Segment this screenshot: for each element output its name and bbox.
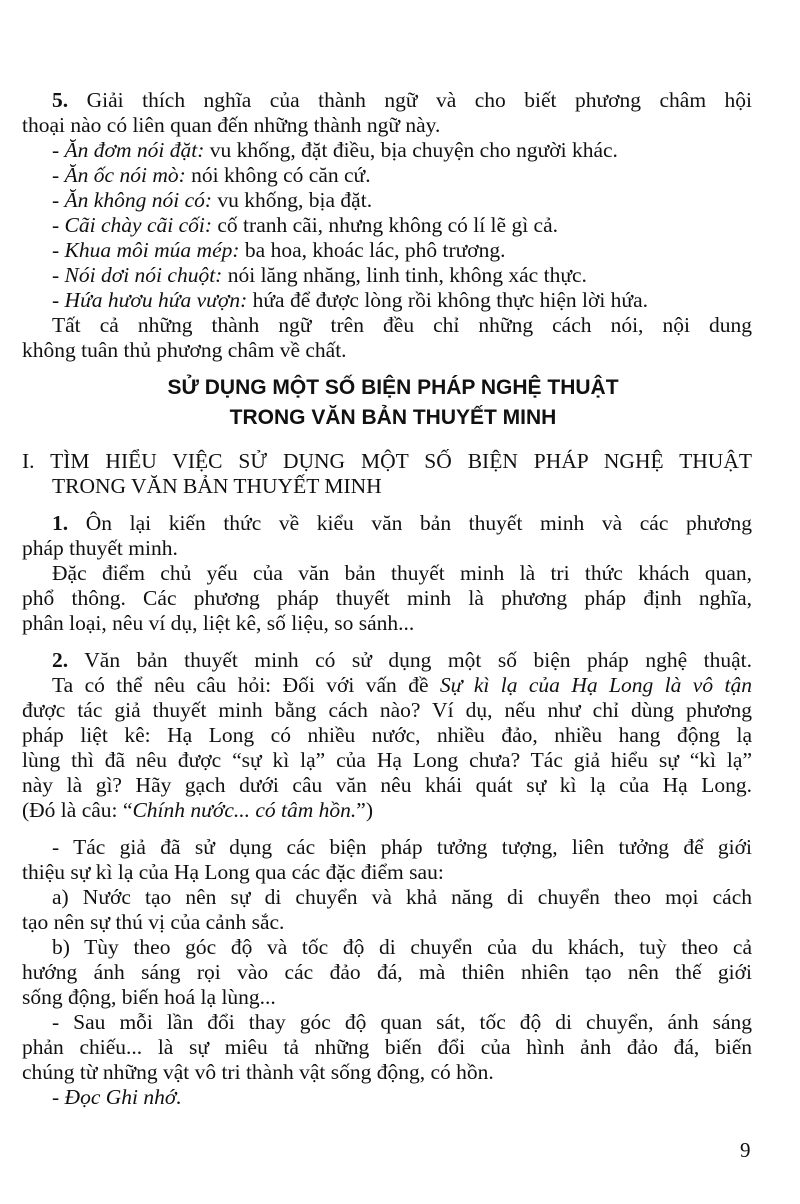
text: b) Tùy theo góc độ và tốc độ di chuyển của du khách, tuỳ theo cả: [52, 935, 752, 959]
text: tạo nên sự thú vị của cảnh sắc.: [22, 910, 285, 934]
text: chúng từ những vật vô tri thành vật sống động, có hồn.: [22, 1060, 494, 1084]
text: -: [52, 188, 65, 212]
text: Giải thích nghĩa của thành ngữ và cho biết phương châm hội: [68, 88, 752, 112]
text: nói không có căn cứ.: [185, 163, 371, 187]
text: TRONG VĂN BẢN THUYẾT MINH: [229, 406, 557, 429]
italic-text: Ăn ốc nói mò:: [64, 163, 186, 187]
text: cố tranh cãi, nhưng không có lí lẽ gì cả.: [212, 213, 559, 237]
text-line: [22, 138, 752, 163]
italic-text: Hứa hươu hứa vượn:: [64, 288, 248, 312]
text: - Tác giả đã sử dụng các biện pháp tưởng tượng, liên tưởng để giới: [52, 835, 752, 859]
text-line: [22, 611, 752, 636]
italic-text: Ăn không nói có:: [64, 188, 213, 212]
idiom-item: [22, 138, 752, 163]
text: -: [52, 238, 65, 262]
idiom-item: [22, 238, 752, 263]
text-line: [22, 885, 752, 910]
text: ”): [356, 798, 373, 822]
text: SỬ DỤNG MỘT SỐ BIỆN PHÁP NGHỆ THUẬT: [167, 376, 619, 399]
text-line: [22, 1010, 752, 1035]
text: -: [52, 163, 65, 187]
text-line: [22, 673, 752, 698]
item-1: [22, 511, 752, 561]
text: không tuân thủ phương châm về chất.: [22, 338, 347, 362]
idiom-item: [22, 213, 752, 238]
text-line: [22, 474, 752, 499]
item-2: [22, 648, 752, 673]
text: a) Nước tạo nên sự di chuyển và khả năng di chuyển theo mọi cách: [52, 885, 752, 909]
text: lùng thì đã nêu được “sự kì lạ” của Hạ Long chưa? Tác giả hiểu sự “kì lạ”: [22, 748, 752, 772]
italic-text: Ăn đơm nói đặt:: [64, 138, 205, 162]
text-line: [22, 163, 752, 188]
text-line: [22, 648, 752, 673]
text: hướng ánh sáng rọi vào các đảo đá, mà thiên nhiên tạo nên thế giới: [22, 960, 752, 984]
text-line: [22, 288, 752, 313]
text-line: [22, 536, 752, 561]
idiom-item: [22, 163, 752, 188]
text: -: [52, 1085, 65, 1109]
text: vu khống, đặt điều, bịa chuyện cho người khác.: [204, 138, 618, 162]
text: này là gì? Hãy gạch dưới câu văn nêu khái quát sự kì lạ của Hạ Long.: [22, 773, 752, 797]
text-line: [22, 910, 752, 935]
paragraph: [22, 835, 752, 885]
text-line: [22, 213, 752, 238]
text: Văn bản thuyết minh có sử dụng một số biện pháp nghệ thuật.: [68, 648, 752, 672]
text: - Sau mỗi lần đổi thay góc độ quan sát, tốc độ di chuyển, ánh sáng: [52, 1010, 752, 1034]
text-line: [22, 88, 752, 113]
text-line: [22, 935, 752, 960]
text: Ta có thể nêu câu hỏi: Đối với vấn đề: [52, 673, 440, 697]
text: -: [52, 138, 65, 162]
text-line: [22, 1085, 752, 1110]
text: (Đó là câu: “: [22, 798, 133, 822]
text-line: [22, 449, 752, 474]
text-line: [22, 188, 752, 213]
title-line: [22, 403, 752, 433]
text-line: [22, 698, 752, 723]
point-b: [22, 935, 752, 1010]
bold-number: 2.: [52, 648, 69, 672]
read-note: [22, 1085, 752, 1110]
text-line: [22, 798, 752, 823]
text: -: [52, 213, 65, 237]
italic-text: Nói dơi nói chuột:: [64, 263, 223, 287]
text-line: [22, 748, 752, 773]
italic-text: Đọc Ghi nhớ.: [64, 1085, 182, 1109]
text: Tất cả những thành ngữ trên đều chỉ những cách nói, nội dung: [52, 313, 752, 337]
text: sống động, biến hoá lạ lùng...: [22, 985, 276, 1009]
text-line: [22, 561, 752, 586]
text-line: [22, 835, 752, 860]
lesson-title: [22, 373, 752, 433]
text-line: [22, 723, 752, 748]
text: pháp thuyết minh.: [22, 536, 178, 560]
paragraph: [22, 1010, 752, 1085]
italic-text: Cãi chày cãi cối:: [64, 213, 213, 237]
text-line: [22, 960, 752, 985]
text: Ôn lại kiến thức về kiểu văn bản thuyết minh và các phương: [68, 511, 752, 535]
bold-number: 5.: [52, 88, 69, 112]
bold-number: 1.: [52, 511, 69, 535]
text-line: [22, 113, 752, 138]
conclusion-paragraph: [22, 313, 752, 363]
point-a: [22, 885, 752, 935]
italic-text: Chính nước... có tâm hồn.: [132, 798, 357, 822]
text-line: [22, 263, 752, 288]
italic-text: Sự kì lạ của Hạ Long là vô tận: [439, 673, 752, 697]
paragraph: [22, 561, 752, 636]
idiom-item: [22, 288, 752, 313]
text: Đặc điểm chủ yếu của văn bản thuyết minh là tri thức khách quan,: [52, 561, 752, 585]
text-line: [22, 238, 752, 263]
text: I. TÌM HIỂU VIỆC SỬ DỤNG MỘT SỐ BIỆN PHÁP NGHỆ THUẬT: [22, 449, 752, 473]
text-line: [22, 338, 752, 363]
text-line: [22, 985, 752, 1010]
text: -: [52, 288, 65, 312]
text: hứa để được lòng rồi không thực hiện lời hứa.: [247, 288, 648, 312]
text-line: [22, 1035, 752, 1060]
text: thoại nào có liên quan đến những thành ngữ này.: [22, 113, 441, 137]
text-line: [22, 1060, 752, 1085]
text-line: [22, 313, 752, 338]
text-line: [22, 586, 752, 611]
text: phổ thông. Các phương pháp thuyết minh là phương pháp định nghĩa,: [22, 586, 752, 610]
idiom-item: [22, 263, 752, 288]
text-line: [22, 860, 752, 885]
text: -: [52, 263, 65, 287]
text-line: [22, 773, 752, 798]
section-heading: [22, 449, 752, 499]
text: pháp liệt kê: Hạ Long có nhiều nước, nhiều đảo, nhiều hang động lạ: [22, 723, 752, 747]
page-number: 9: [740, 1138, 751, 1162]
paragraph: [22, 673, 752, 823]
text: thiệu sự kì lạ của Hạ Long qua các đặc điểm sau:: [22, 860, 444, 884]
text: nói lăng nhăng, linh tinh, không xác thực.: [222, 263, 587, 287]
text: vu khống, bịa đặt.: [212, 188, 373, 212]
text: TRONG VĂN BẢN THUYẾT MINH: [52, 474, 382, 498]
document-page: [22, 88, 752, 1110]
exercise-5-prompt: [22, 88, 752, 138]
text: được tác giả thuyết minh bằng cách nào? Ví dụ, nếu như chỉ dùng phương: [22, 698, 752, 722]
idiom-item: [22, 188, 752, 213]
italic-text: Khua môi múa mép:: [64, 238, 240, 262]
text: ba hoa, khoác lác, phô trương.: [239, 238, 506, 262]
text-line: [22, 511, 752, 536]
text: phản chiếu... là sự miêu tả những biến đổi của hình ảnh đảo đá, biến: [22, 1035, 752, 1059]
title-line: [22, 373, 752, 403]
text: phân loại, nêu ví dụ, liệt kê, số liệu, so sánh...: [22, 611, 415, 635]
